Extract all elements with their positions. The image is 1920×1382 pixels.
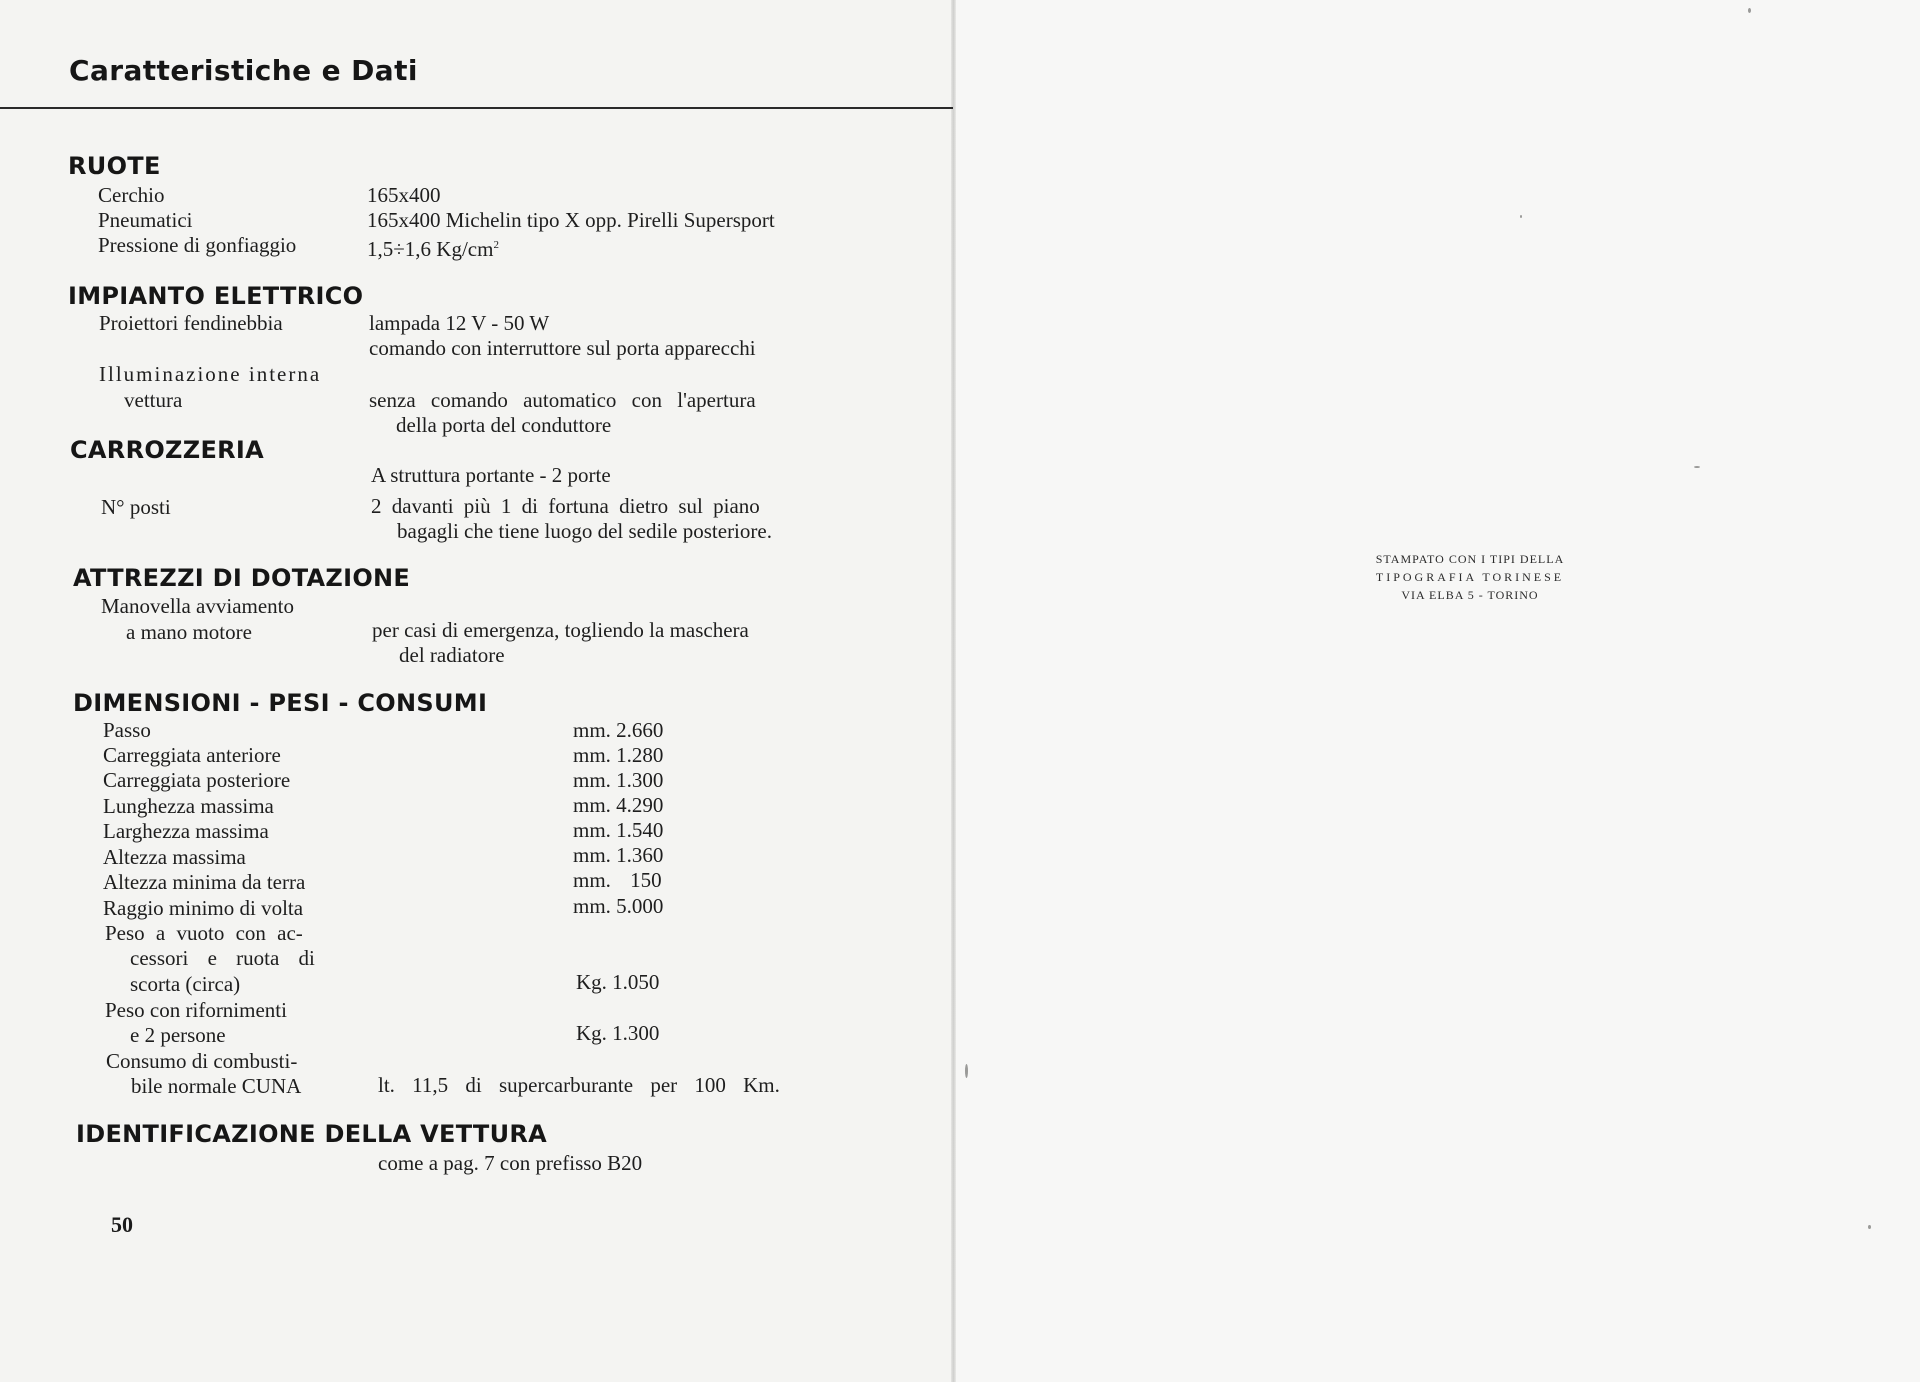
printer-imprint <box>1300 550 1640 604</box>
section-heading-dimensioni: DIMENSIONI - PESI - CONSUMI <box>73 689 488 717</box>
dim-label-raggio: Raggio minimo di volta <box>103 896 304 920</box>
dim-value-lunghezza: mm. 4.290 <box>573 793 664 817</box>
attrezzi-label-1: Manovella avviamento <box>101 594 295 618</box>
pressione-unit-exponent: 2 <box>493 239 499 251</box>
dim-label-altezza: Altezza massima <box>103 845 246 869</box>
dim-label-peso-vuoto-1: Peso a vuoto con ac- <box>105 921 303 945</box>
carrozzeria-struttura: A struttura portante - 2 porte <box>371 463 611 487</box>
impianto-value-proiettori-1: lampada 12 V - 50 W <box>369 311 550 335</box>
dim-label-peso-vuoto-3: scorta (circa) <box>130 972 241 996</box>
pressione-value-text: 1,5÷1,6 Kg/cm <box>367 237 494 261</box>
paper-speck <box>1520 215 1522 218</box>
page-number: 50 <box>111 1212 133 1237</box>
ruote-value-cerchio: 165x400 <box>367 183 441 207</box>
dim-label-passo: Passo <box>103 718 151 742</box>
dim-label-peso-vuoto-2: cessori e ruota di <box>130 946 315 970</box>
dim-value-peso-rifornimenti: Kg. 1.300 <box>576 1021 660 1045</box>
imprint-line-3: VIA ELBA 5 - TORINO <box>1401 588 1539 602</box>
ruote-value-pressione <box>367 233 499 262</box>
dim-label-larghezza: Larghezza massima <box>103 819 269 843</box>
right-page <box>955 0 1920 1382</box>
impianto-label-illuminazione-2: vettura <box>124 388 183 412</box>
impianto-label-illuminazione-1: Illuminazione interna <box>99 362 322 386</box>
section-heading-impianto-elettrico: IMPIANTO ELETTRICO <box>68 282 364 310</box>
dim-label-peso-rifornimenti-1: Peso con rifornimenti <box>105 998 287 1022</box>
impianto-value-illuminazione-1: senza comando automatico con l'apertura <box>369 388 756 412</box>
attrezzi-value-2: del radiatore <box>399 643 505 667</box>
attrezzi-value-1: per casi di emergenza, togliendo la maschera <box>372 618 749 642</box>
paper-speck <box>965 1064 968 1078</box>
imprint-line-2: TIPOGRAFIA TORINESE <box>1375 570 1565 584</box>
dim-label-consumo-2: bile normale CUNA <box>131 1074 302 1098</box>
ruote-label-cerchio: Cerchio <box>98 183 165 207</box>
dim-value-altezza: mm. 1.360 <box>573 843 664 867</box>
impianto-label-proiettori: Proiettori fendinebbia <box>99 311 283 335</box>
imprint-line-1: STAMPATO CON I TIPI DELLA <box>1375 552 1565 566</box>
dim-value-carreggiata-anteriore: mm. 1.280 <box>573 743 664 767</box>
carrozzeria-label-posti: N° posti <box>101 495 171 519</box>
attrezzi-label-2: a mano motore <box>126 620 252 644</box>
dim-label-altezza-minima: Altezza minima da terra <box>103 870 306 894</box>
dim-value-peso-vuoto: Kg. 1.050 <box>576 970 660 994</box>
paper-speck <box>1868 1225 1871 1229</box>
paper-speck <box>1748 8 1751 13</box>
paper-speck <box>1694 466 1700 468</box>
dim-value-altezza-minima: mm. 150 <box>573 868 662 892</box>
dim-value-passo: mm. 2.660 <box>573 718 664 742</box>
dim-label-lunghezza: Lunghezza massima <box>103 794 274 818</box>
carrozzeria-value-posti-2: bagagli che tiene luogo del sedile posteriore. <box>397 519 772 543</box>
page-title: Caratteristiche e Dati <box>69 54 418 87</box>
dim-value-carreggiata-posteriore: mm. 1.300 <box>573 768 664 792</box>
dim-value-raggio: mm. 5.000 <box>573 894 664 918</box>
section-heading-identificazione: IDENTIFICAZIONE DELLA VETTURA <box>76 1120 548 1148</box>
dim-label-carreggiata-anteriore: Carreggiata anteriore <box>103 743 281 767</box>
dim-value-larghezza: mm. 1.540 <box>573 818 664 842</box>
title-rule <box>0 107 953 109</box>
dim-label-carreggiata-posteriore: Carreggiata posteriore <box>103 768 291 792</box>
ruote-value-pneumatici: 165x400 Michelin tipo X opp. Pirelli Supersport <box>367 208 775 232</box>
identificazione-value: come a pag. 7 con prefisso B20 <box>378 1151 643 1175</box>
section-heading-carrozzeria: CARROZZERIA <box>70 436 265 464</box>
section-heading-attrezzi: ATTREZZI DI DOTAZIONE <box>73 564 411 592</box>
dim-value-consumo: lt. 11,5 di supercarburante per 100 Km. <box>378 1073 780 1097</box>
dim-label-consumo-1: Consumo di combusti- <box>106 1049 298 1073</box>
ruote-label-pneumatici: Pneumatici <box>98 208 193 232</box>
carrozzeria-value-posti-1: 2 davanti più 1 di fortuna dietro sul piano <box>371 494 760 518</box>
section-heading-ruote: RUOTE <box>68 152 161 180</box>
impianto-value-proiettori-2: comando con interruttore sul porta apparecchi <box>369 336 756 360</box>
ruote-label-pressione: Pressione di gonfiaggio <box>98 233 297 257</box>
dim-label-peso-rifornimenti-2: e 2 persone <box>130 1023 226 1047</box>
page-gutter <box>951 0 956 1382</box>
impianto-value-illuminazione-2: della porta del conduttore <box>396 413 612 437</box>
